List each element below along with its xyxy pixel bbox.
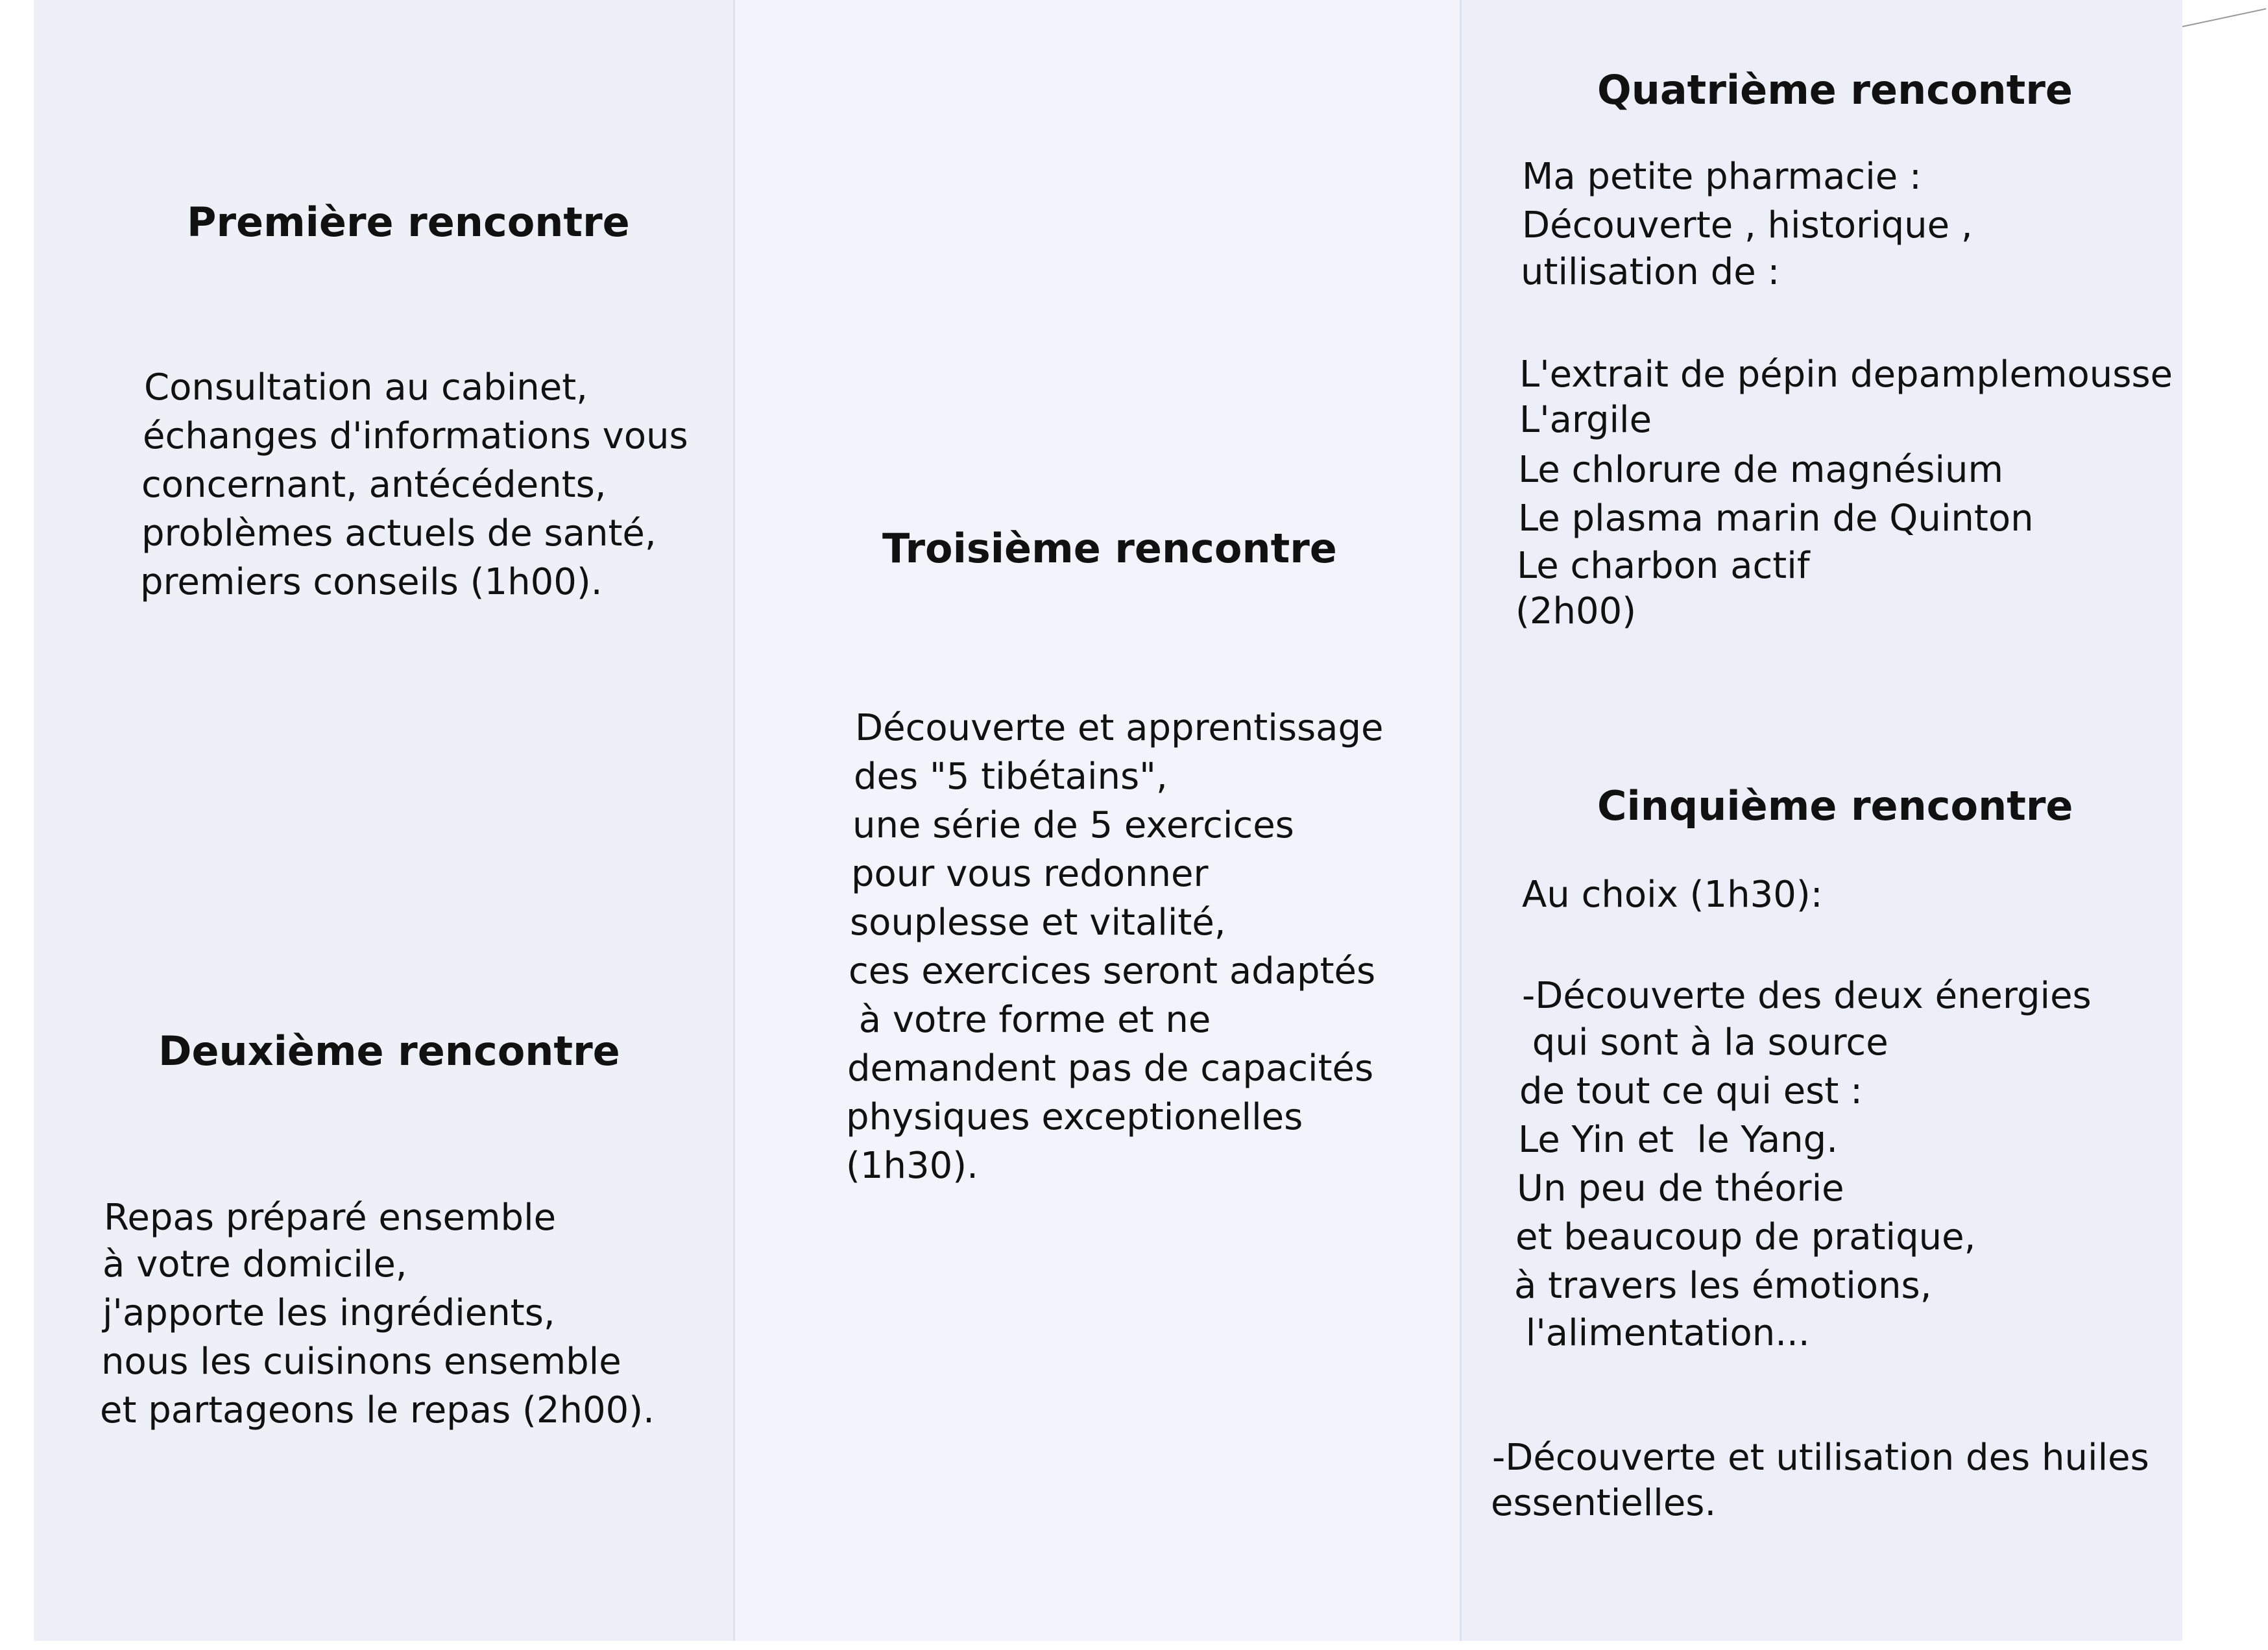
- fourth-meeting-intro-line: Découverte , historique ,: [1522, 204, 1973, 246]
- fourth-meeting-item: L'argile: [1519, 399, 1652, 441]
- first-meeting-heading: Première rencontre: [187, 198, 630, 246]
- first-meeting-line: problèmes actuels de santé,: [141, 512, 657, 555]
- third-meeting-line: des "5 tibétains",: [854, 756, 1168, 798]
- second-meeting-line: Repas préparé ensemble: [104, 1197, 557, 1239]
- first-meeting-line: premiers conseils (1h00).: [140, 561, 603, 603]
- first-meeting-line: concernant, antécédents,: [141, 464, 607, 506]
- fourth-meeting-item: Le charbon actif: [1517, 545, 1810, 587]
- fourth-meeting-item: Le plasma marin de Quinton: [1518, 497, 2034, 540]
- third-meeting-line: (1h30).: [846, 1145, 978, 1187]
- third-meeting-line: Découverte et apprentissage: [855, 707, 1384, 749]
- third-meeting-line: pour vous redonner: [851, 853, 1209, 895]
- fifth-meeting-option-line: -Découverte des deux énergies: [1522, 975, 2092, 1017]
- fourth-meeting-item: (2h00): [1515, 590, 1637, 632]
- fifth-meeting-option-line: Un peu de théorie: [1517, 1167, 1844, 1210]
- scan-margin: [34, 1641, 2182, 1650]
- third-meeting-heading: Troisième rencontre: [882, 525, 1337, 572]
- fifth-meeting-option-line: et beaucoup de pratique,: [1515, 1216, 1976, 1258]
- third-meeting-line: physiques exceptionelles: [846, 1096, 1303, 1138]
- fifth-meeting-option-line: Le Yin et le Yang.: [1518, 1119, 1839, 1161]
- fifth-meeting-option-line: de tout ce qui est :: [1519, 1070, 1863, 1112]
- second-meeting-line: nous les cuisinons ensemble: [101, 1341, 621, 1383]
- fifth-meeting-option-line: -Découverte et utilisation des huiles: [1492, 1437, 2149, 1479]
- second-meeting-line: et partageons le repas (2h00).: [100, 1389, 655, 1431]
- fourth-meeting-intro-line: Ma petite pharmacie :: [1522, 156, 1922, 198]
- scan-margin: [2182, 0, 2268, 1650]
- fourth-meeting-item: L'extrait de pépin depamplemousse: [1519, 353, 2173, 396]
- third-meeting-line: à votre forme et ne: [847, 999, 1211, 1041]
- fourth-meeting-intro-line: utilisation de :: [1521, 251, 1780, 293]
- fifth-meeting-option-line: qui sont à la source: [1521, 1022, 1888, 1064]
- fifth-meeting-heading: Cinquième rencontre: [1597, 782, 2073, 830]
- fifth-meeting-option-line: l'alimentation...: [1514, 1312, 1810, 1354]
- first-meeting-line: Consultation au cabinet,: [144, 366, 588, 409]
- third-meeting-line: une série de 5 exercices: [852, 804, 1294, 846]
- first-meeting-line: échanges d'informations vous: [143, 415, 688, 457]
- second-meeting-heading: Deuxième rencontre: [158, 1027, 620, 1075]
- fold-line: [1460, 0, 1462, 1650]
- fourth-meeting-item: Le chlorure de magnésium: [1518, 449, 2004, 491]
- third-meeting-line: ces exercices seront adaptés: [849, 950, 1376, 992]
- fifth-meeting-intro: Au choix (1h30):: [1522, 874, 1823, 916]
- fifth-meeting-option-line: à travers les émotions,: [1514, 1265, 1932, 1307]
- fourth-meeting-heading: Quatrième rencontre: [1597, 66, 2073, 114]
- fifth-meeting-option-line: essentielles.: [1491, 1482, 1717, 1524]
- second-meeting-line: j'apporte les ingrédients,: [103, 1292, 555, 1334]
- third-meeting-line: souplesse et vitalité,: [850, 902, 1226, 944]
- third-meeting-line: demandent pas de capacités: [847, 1047, 1374, 1090]
- second-meeting-line: à votre domicile,: [103, 1243, 407, 1285]
- fold-line: [733, 0, 735, 1650]
